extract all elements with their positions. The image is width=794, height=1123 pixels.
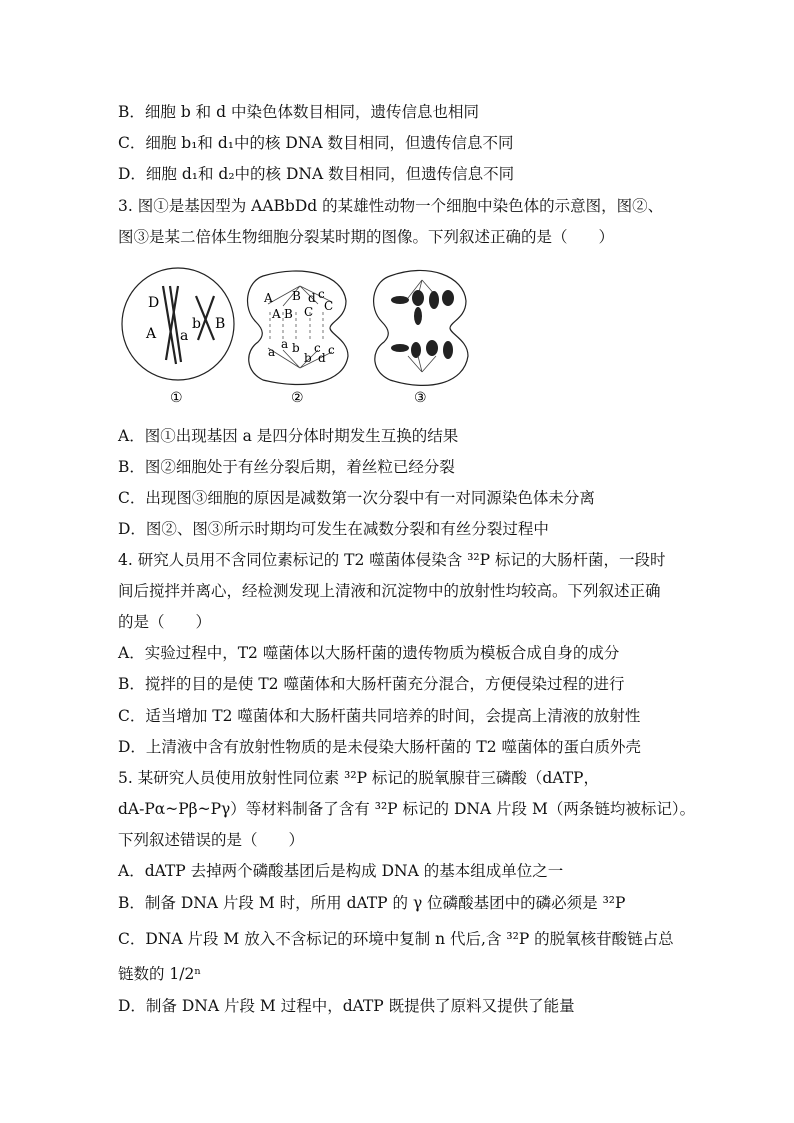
gene-label: b bbox=[292, 341, 300, 355]
q3-option-c: C．出现图③细胞的原因是减数第一次分裂中有一对同源染色体未分离 bbox=[118, 489, 595, 507]
gene-label: A bbox=[146, 326, 157, 342]
option-d-prev: D．细胞 d₁和 d₂中的核 DNA 数目相同，但遗传信息不同 bbox=[118, 165, 515, 183]
cell-division-figure bbox=[118, 256, 478, 416]
gene-label: A bbox=[272, 307, 281, 321]
gene-label: c bbox=[328, 343, 335, 357]
gene-label: C bbox=[324, 299, 334, 313]
figure-3-cell bbox=[374, 270, 468, 385]
q4-option-c: C．适当增加 T2 噬菌体和大肠杆菌共同培养的时间，会提高上清液的放射性 bbox=[118, 707, 641, 725]
q4-option-d: D．上清液中含有放射性物质的是未侵染大肠杆菌的 T2 噬菌体的蛋白质外壳 bbox=[118, 738, 641, 756]
question-3-stem-2: 图③是某二倍体生物细胞分裂某时期的图像。下列叙述正确的是（ ） bbox=[118, 228, 615, 246]
gene-label: a bbox=[180, 328, 189, 344]
q3-option-d: D．图②、图③所示时期均可发生在减数分裂和有丝分裂过程中 bbox=[118, 520, 549, 538]
question-4-stem-2: 间后搅拌并离心，经检测发现上清液和沉淀物中的放射性均较高。下列叙述正确 bbox=[118, 582, 661, 600]
q5-option-c: C．DNA 片段 M 放入不含标记的环境中复制 n 代后,含 ³²P 的脱氧核苷酸链占总 bbox=[118, 930, 674, 948]
q5-option-b: B．制备 DNA 片段 M 时，所用 dATP 的 γ 位磷酸基团中的磷必须是 ³²P bbox=[118, 894, 626, 912]
option-b-prev: B．细胞 b 和 d 中染色体数目相同，遗传信息也相同 bbox=[118, 103, 479, 121]
gene-label: B bbox=[292, 289, 301, 303]
gene-label: B bbox=[284, 307, 293, 321]
question-4-stem-3: 的是（ ） bbox=[118, 613, 212, 631]
q4-option-b: B．搅拌的目的是使 T2 噬菌体和大肠杆菌充分混合，方便侵染过程的进行 bbox=[118, 675, 625, 693]
gene-label: a bbox=[281, 337, 289, 351]
q3-option-b: B．图②细胞处于有丝分裂后期，着丝粒已经分裂 bbox=[118, 458, 455, 476]
gene-label: d bbox=[308, 291, 316, 305]
question-5-stem-2: dA-Pα~Pβ~Pγ）等材料制备了含有 ³²P 标记的 DNA 片段 M（两条链均被标记）。 bbox=[118, 800, 696, 818]
q5-option-a: A．dATP 去掉两个磷酸基团后是构成 DNA 的基本组成单位之一 bbox=[118, 862, 564, 880]
figure-2-label: ② bbox=[291, 390, 304, 406]
q3-option-a: A．图①出现基因 a 是四分体时期发生互换的结果 bbox=[118, 427, 459, 445]
question-5-stem-3: 下列叙述错误的是（ ） bbox=[118, 831, 305, 849]
question-5-stem: 5. 某研究人员使用放射性同位素 ³²P 标记的脱氧腺苷三磷酸（dATP， bbox=[118, 769, 599, 787]
gene-label: b bbox=[192, 316, 201, 332]
gene-label: A bbox=[264, 291, 273, 305]
question-3-stem: 3. 图①是基因型为 AABbDd 的某雄性动物一个细胞中染色体的示意图，图②、 bbox=[118, 197, 664, 215]
gene-label: d bbox=[318, 351, 326, 365]
gene-label: a bbox=[268, 345, 276, 359]
option-c-prev: C．细胞 b₁和 d₁中的核 DNA 数目相同，但遗传信息不同 bbox=[118, 134, 514, 152]
q5-option-d: D．制备 DNA 片段 M 过程中，dATP 既提供了原料又提供了能量 bbox=[118, 997, 575, 1015]
gene-label: B bbox=[215, 316, 226, 332]
gene-label: C bbox=[304, 305, 314, 319]
gene-label: c bbox=[318, 287, 325, 301]
figure-2-cell bbox=[248, 271, 348, 385]
gene-label: b bbox=[304, 351, 312, 365]
q5-option-c-cont: 链数的 1/2ⁿ bbox=[118, 965, 202, 983]
gene-label: c bbox=[314, 341, 321, 355]
gene-label: D bbox=[148, 295, 160, 311]
question-4-stem: 4. 研究人员用不含同位素标记的 T2 噬菌体侵染含 ³²P 标记的大肠杆菌，一段时 bbox=[118, 551, 666, 569]
figure-1-cell bbox=[122, 268, 234, 380]
figure-1-label: ① bbox=[170, 390, 183, 406]
figure-3-label: ③ bbox=[414, 390, 427, 406]
q4-option-a: A．实验过程中，T2 噬菌体以大肠杆菌的遗传物质为模板合成自身的成分 bbox=[118, 644, 620, 662]
